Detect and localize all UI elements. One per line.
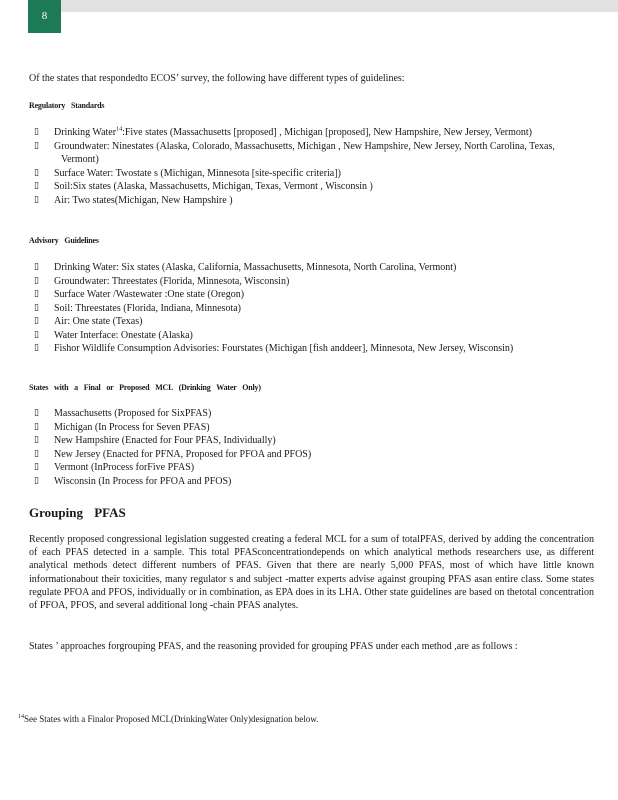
bullet-icon: ▯ — [34, 167, 39, 178]
bullet-icon: ▯ — [34, 289, 39, 299]
list-item — [29, 194, 589, 208]
bullet-icon: ▯ — [34, 475, 39, 486]
list-item-text — [54, 167, 589, 181]
bullet-icon: ▯ — [34, 435, 39, 445]
list-item-value: Surface Water: Twostate s (Michigan, Minnesota [site-specific criteria]) — [54, 167, 341, 179]
intro-text: Of the states that respondedto ECOS’ survey, the following have different types of guidelines: — [29, 73, 405, 84]
list-item — [29, 421, 589, 435]
bullet-icon: ▯ — [34, 262, 39, 272]
mcl-heading: States with a Final or Proposed MCL (Drinking Water Only) — [29, 383, 261, 392]
list-item — [29, 180, 589, 194]
section-title: Grouping PFAS — [29, 505, 126, 520]
header-bar — [61, 0, 618, 12]
list-item — [29, 140, 589, 167]
list-item-text: Wisconsin (In Process for PFOA and PFOS) — [54, 475, 232, 487]
page-number: 8 — [28, 0, 61, 33]
footnote-text: See States with a Finalor Proposed MCL(DrinkingWater Only)designation below. — [24, 714, 319, 724]
list-item-text: Surface Water /Wastewater :One state (Oregon) — [54, 289, 245, 300]
list-item — [29, 475, 589, 489]
list-item — [29, 448, 589, 462]
list-item-text: Water Interface: Onestate (Alaska) — [54, 329, 193, 341]
list-item — [29, 342, 589, 356]
mcl-list — [29, 407, 589, 488]
list-item-text: Drinking Water: Six states (Alaska, California, Massachusetts, Minnesota, North Carolina, Vermont) — [54, 262, 457, 273]
grouping-paragraph-1: Recently proposed congressional legislation suggested creating a federal MCL for a sum of totalPFAS, derived by adding the concentration of each PFAS detected in a sample. This total PFASconcentrationdepends on which analytical methods researchers use, as different analytical methods detect different numbers of PFAS. Given that there are nearly 5,000 PFAS, most of which have little known informationabout their toxicities, many regulator s and subject -matter experts advise against grouping PFAS asan entire class. Some states regulate PFOA and PFOS, individually or in combination, as EPA does in its LHA. Other state guidelines are based on thetotal concentration of PFOA, PFOS, and several additional long -chain PFAS analytes. — [29, 534, 594, 612]
list-item — [29, 329, 589, 343]
list-item-text: Massachusetts (Proposed for SixPFAS) — [54, 408, 212, 419]
advisory-heading: Advisory Guidelines — [29, 236, 99, 245]
list-item-text — [54, 194, 589, 208]
bullet-icon: ▯ — [34, 194, 39, 205]
bullet-icon: ▯ — [34, 140, 39, 151]
list-item — [29, 461, 589, 475]
bullet-icon: ▯ — [34, 421, 39, 432]
list-item-value: :Five states (Massachusetts [proposed] , Michigan [proposed], New Hampshire, New Jersey, Vermont) — [122, 127, 532, 138]
list-item-text: New Jersey (Enacted for PFNA, Proposed for PFOA and PFOS) — [54, 448, 312, 460]
bullet-icon: ▯ — [34, 462, 39, 472]
bullet-icon: ▯ — [34, 275, 39, 286]
list-item-text — [54, 180, 589, 194]
footnote — [18, 714, 318, 724]
bullet-icon: ▯ — [34, 127, 39, 137]
advisory-list — [29, 261, 589, 356]
list-item-value: Air: Two states(Michigan, New Hampshire ) — [54, 194, 233, 206]
list-item-text: Groundwater: Threestates (Florida, Minnesota, Wisconsin) — [54, 275, 290, 287]
list-item — [29, 288, 589, 302]
footnote-marker: 14 — [18, 714, 24, 720]
bullet-icon: ▯ — [34, 448, 39, 459]
list-item — [29, 275, 589, 289]
list-item — [29, 315, 589, 329]
bullet-icon: ▯ — [34, 343, 39, 353]
list-item-value: Soil:Six states (Alaska, Massachusetts, Michigan, Texas, Vermont , Wisconsin ) — [54, 181, 373, 192]
list-item-text: Fishor Wildlife Consumption Advisories: Fourstates (Michigan [fish anddeer], Minnesota, New Jersey, Wisconsin) — [54, 343, 514, 354]
list-item-label: Drinking Water — [54, 127, 117, 138]
list-item-text: New Hampshire (Enacted for Four PFAS, Individually) — [54, 435, 276, 446]
list-item — [29, 261, 589, 275]
list-item-text — [54, 140, 589, 167]
list-item-text: Vermont (InProcess forFive PFAS) — [54, 462, 195, 473]
bullet-icon: ▯ — [34, 302, 39, 313]
bullet-icon: ▯ — [34, 316, 39, 326]
list-item-text: Soil: Threestates (Florida, Indiana, Minnesota) — [54, 302, 241, 314]
list-item-text: Michigan (In Process for Seven PFAS) — [54, 421, 210, 433]
list-item — [29, 302, 589, 316]
footnote-marker: 14 — [116, 126, 123, 133]
bullet-icon: ▯ — [34, 408, 39, 418]
bullet-icon: ▯ — [34, 329, 39, 340]
list-item — [29, 434, 589, 448]
bullet-icon: ▯ — [34, 181, 39, 191]
grouping-paragraph-2: States ’ approaches forgrouping PFAS, and the reasoning provided for grouping PFAS under each method ,are as follows : — [29, 641, 518, 652]
regulatory-list — [29, 126, 589, 207]
list-item-value: Groundwater: Ninestates (Alaska, Colorado, Massachusetts, Michigan , New Hampshire, New Jersey, North Carolina, Texas, Vermont) — [54, 140, 555, 165]
regulatory-heading: Regulatory Standards — [29, 101, 105, 110]
list-item — [29, 167, 589, 181]
list-item — [29, 126, 589, 140]
list-item — [29, 407, 589, 421]
list-item-text — [54, 126, 589, 140]
list-item-text: Air: One state (Texas) — [54, 316, 143, 327]
